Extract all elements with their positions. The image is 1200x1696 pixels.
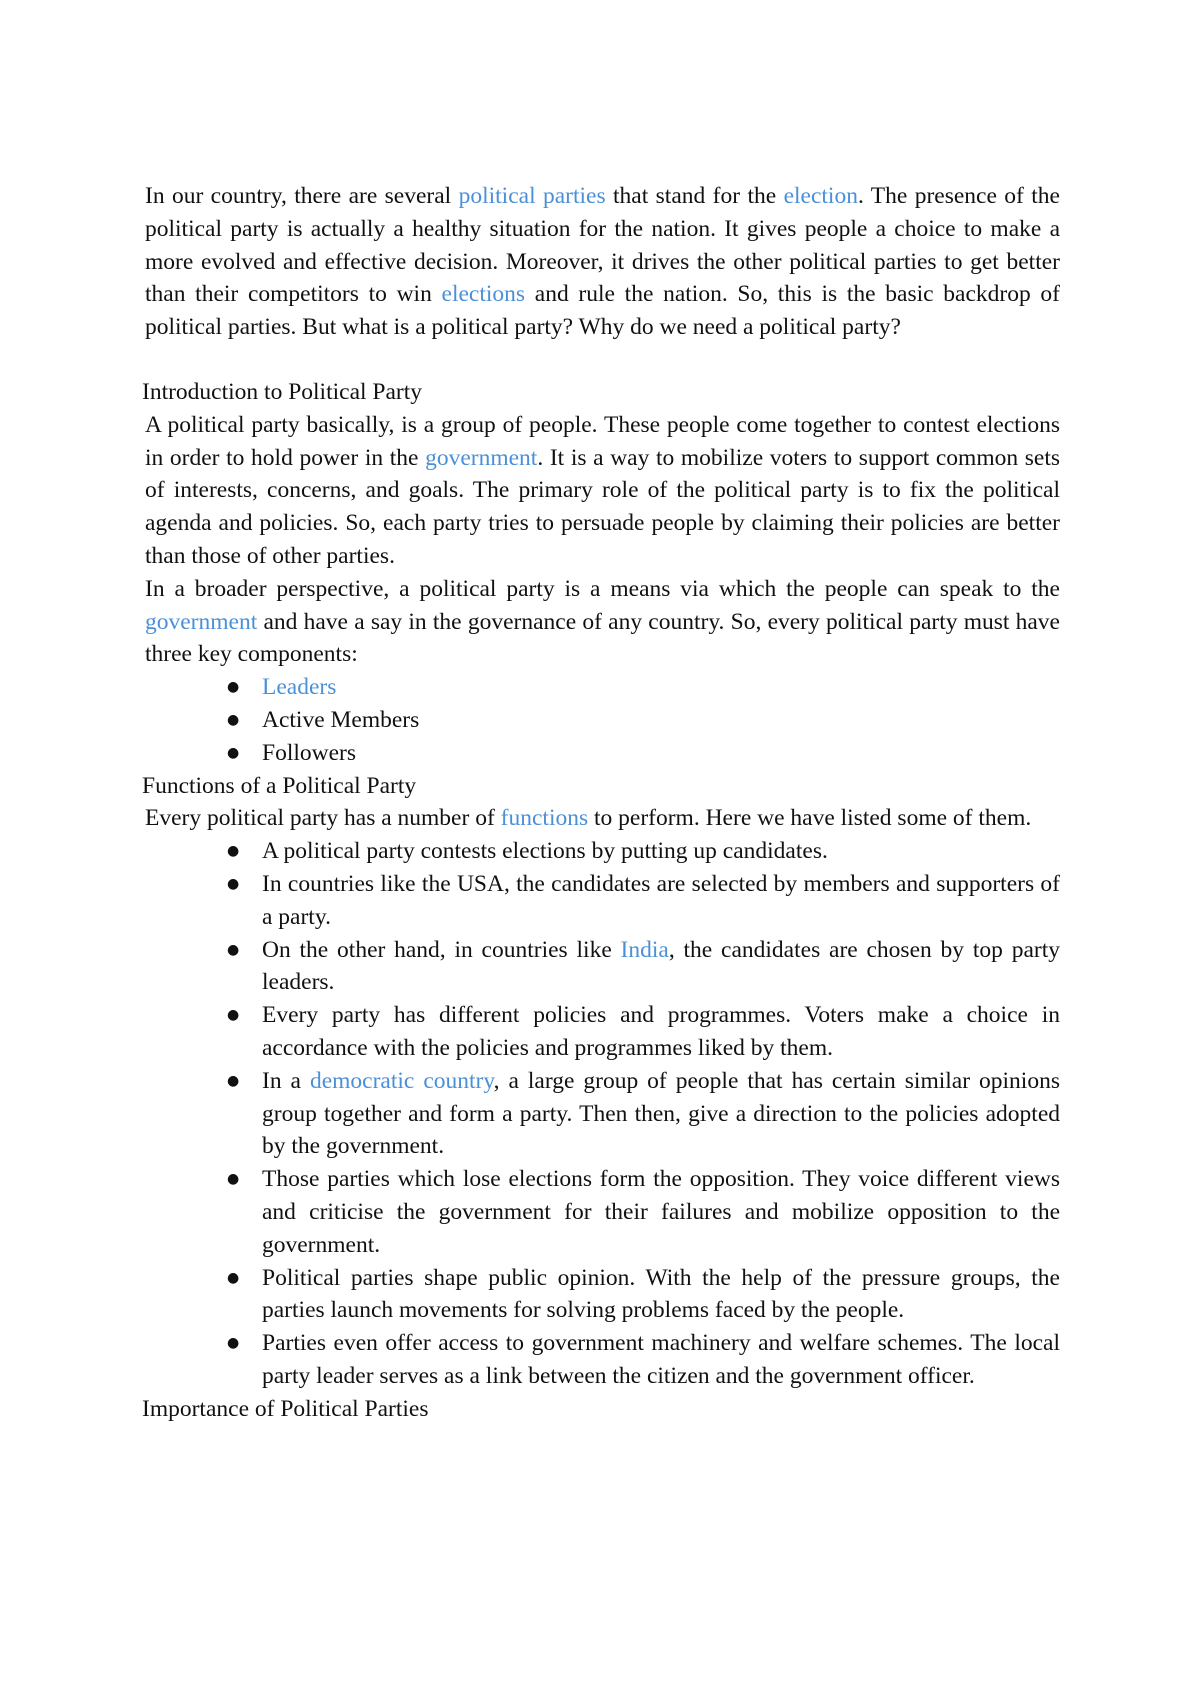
paragraph-gap <box>145 344 1060 376</box>
democratic-country-link[interactable]: democratic country <box>309 1067 494 1094</box>
list-item <box>145 671 1060 704</box>
india-link[interactable]: India <box>620 936 669 963</box>
list-item-text: Followers <box>262 739 356 766</box>
list-item <box>145 868 1060 934</box>
list-item-text: Active Members <box>262 706 420 733</box>
list-item <box>145 737 1060 770</box>
bullet-icon: ● <box>227 711 240 728</box>
bullet-icon: ● <box>227 941 240 958</box>
bullet-icon: ● <box>227 1269 240 1286</box>
list-item-text: Parties even offer access to government machinery and welfare schemes. The local party leader serves as a link between the citizen and the government officer. <box>262 1330 1060 1389</box>
list-item-text: , the candidates are chosen by top party leaders. <box>262 936 1060 996</box>
bullet-icon: ● <box>227 744 240 761</box>
functions-paragraph <box>145 802 1060 835</box>
section-heading-importance: Importance of Political Parties <box>142 1395 429 1422</box>
introduction-paragraph-1 <box>145 409 1060 573</box>
functions-link[interactable]: functions <box>500 805 589 832</box>
list-item <box>145 934 1060 1000</box>
components-list <box>145 671 1060 769</box>
paragraph-text: A political party basically, is a group of people. These people come together to contest elections in order to hold power in the <box>145 411 1060 471</box>
list-item-text: In a <box>262 1067 310 1094</box>
bullet-icon: ● <box>227 1072 240 1089</box>
section-heading-functions: Functions of a Political Party <box>142 772 417 799</box>
list-item <box>145 835 1060 868</box>
intro-text: and rule the nation. So, this is the basic backdrop of political parties. But what is a political party? Why do we need a political party? <box>145 281 1060 341</box>
elections-link[interactable]: elections <box>441 281 526 308</box>
intro-text: that stand for the <box>605 183 784 209</box>
list-item <box>145 1163 1060 1261</box>
paragraph-text: In a broader perspective, a political party is a means via which the people can speak to the <box>145 575 1060 602</box>
list-item <box>145 704 1060 737</box>
list-item-text: Those parties which lose elections form the opposition. They voice different views and criticise the government for their failures and mobilize opposition to the government. <box>262 1166 1060 1258</box>
list-item-text: A political party contests elections by putting up candidates. <box>262 838 828 865</box>
bullet-icon: ● <box>227 1335 240 1352</box>
intro-text: In our country, there are several <box>145 183 459 209</box>
section-heading-introduction: Introduction to Political Party <box>142 378 423 405</box>
bullet-icon: ● <box>227 1171 240 1188</box>
list-item <box>145 1065 1060 1163</box>
list-item <box>145 1327 1060 1393</box>
paragraph-text: . It is a way to mobilize voters to support common sets of interests, concerns, and goals. The primary role of the political party is to fix the political agenda and policies. So, each party tries to persuade people by claiming their policies are better than those of other parties. <box>145 444 1060 569</box>
bullet-icon: ● <box>227 875 240 892</box>
paragraph-text: Every political party has a number of <box>145 805 501 832</box>
political-parties-link[interactable]: political parties <box>458 183 606 209</box>
election-link[interactable]: election <box>783 183 858 209</box>
intro-text: . The presence of the political party is actually a healthy situation for the nation. It gives people a choice to make a more evolved and effective decision. Moreover, it drives the other political parties to get better than their competitors to win <box>145 183 1060 308</box>
list-item-text: Political parties shape public opinion. With the help of the pressure groups, the parties launch movements for solving problems faced by the people. <box>262 1264 1060 1324</box>
bullet-icon: ● <box>227 843 240 860</box>
functions-list <box>145 835 1060 1393</box>
bullet-icon: ● <box>227 1007 240 1024</box>
intro-paragraph <box>145 180 1060 344</box>
list-item-text: On the other hand, in countries like <box>262 936 621 963</box>
leaders-link[interactable]: Leaders <box>262 674 337 701</box>
government-link[interactable]: government <box>145 608 258 635</box>
document-page <box>142 180 1060 1425</box>
list-item <box>145 1262 1060 1328</box>
paragraph-text: and have a say in the governance of any country. So, every political party must have three key components: <box>145 608 1060 668</box>
list-item-text: , a large group of people that has certain similar opinions group together and form a party. Then then, give a direction to the policies adopted by the government. <box>262 1067 1060 1160</box>
list-item-text: In countries like the USA, the candidates are selected by members and supporters of a party. <box>262 870 1060 930</box>
paragraph-text: to perform. Here we have listed some of them. <box>588 805 1032 832</box>
introduction-paragraph-2 <box>145 573 1060 671</box>
list-item-text: Every party has different policies and programmes. Voters make a choice in accordance with the policies and programmes liked by them. <box>262 1002 1060 1061</box>
bullet-icon: ● <box>227 679 240 696</box>
government-link[interactable]: government <box>425 444 538 471</box>
list-item <box>145 999 1060 1065</box>
